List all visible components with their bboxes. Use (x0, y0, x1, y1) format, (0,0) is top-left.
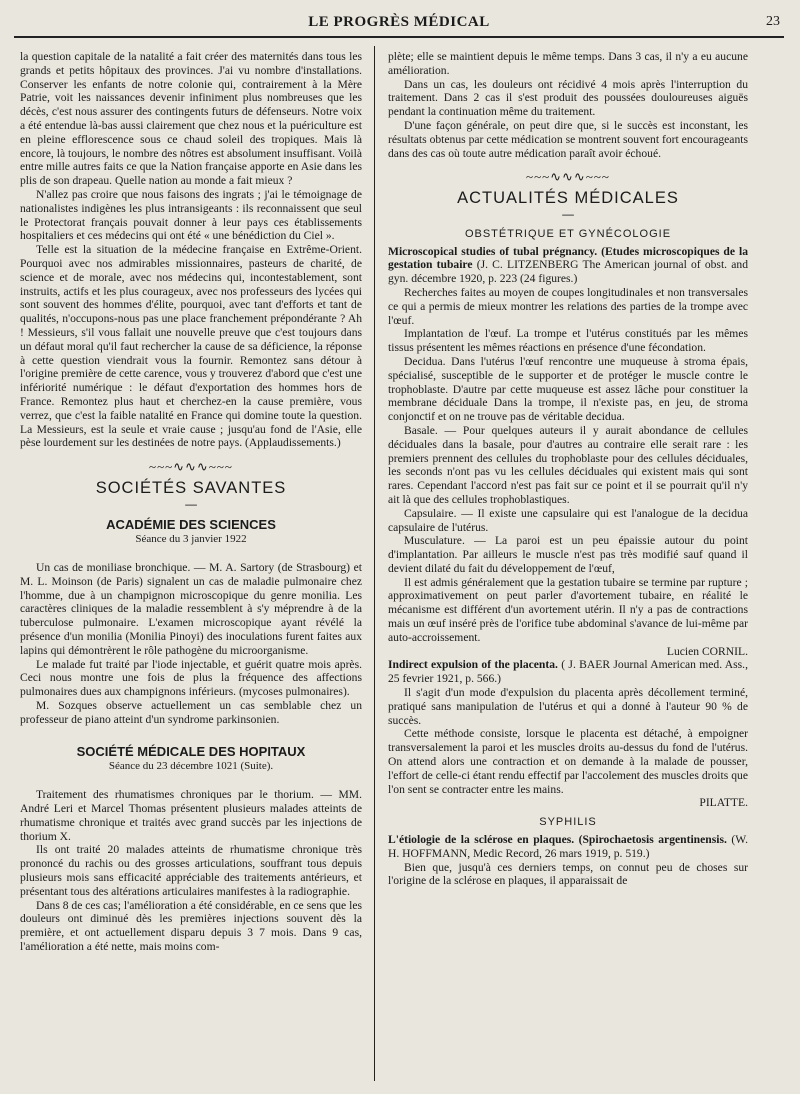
hopitaux-seance: Séance du 23 décembre 1021 (Suite). (108, 760, 274, 773)
column-rule (374, 46, 375, 1081)
paragraph: Telle est la situation de la médecine française en Extrême-Orient. Pourquoi avec nos admirables missionnaires, pasteurs de charité, de science et de morale, avec nos médecins qui, incontestablement, sont instruits, actifs et les plus courageux, avec nos professeurs des lycées qui sont souvent des hommes d'élite, pourquoi, avec tant d'efforts et tant de qualités, n'occupons-nous pas une place franchement prépondérante ? Ah ! Messieurs, s'il vous fallait une nouvelle preuve que c'est toujours dans un défaut moral qu'il faut rechercher la cause de sa déficience, la réponse à cette question viendrait vous la fournir. Remontez sans détour à l'origine première de cette carence, vous y trouverez d'abord que c'est une infériorité numérique : le défaut d'exportation des hommes hors de France. Remontez plus haut et cherchez-en la cause première, vous verrez, que c'est la faible natalité en France qui domine toute la question. La Messieurs, est la seule et vraie cause ; jusqu'au fond de l'Asie, elle pèse lourdement sur les destinées de notre pays. (Applaudissements.) (20, 243, 362, 450)
paragraph: Basale. — Pour quelques auteurs il y aurait abondance de cellules déciduales dans la basale, pour d'autres au contraire elle serait rare : les premiers prennent des cellules du trophoblaste pour des cellules déciduales, les seconds n'ont pas vu les cellules déciduales qui existent mais qui sont rares. Cependant l'accord n'est pas fait sur ce point et il se pourrait qu'il n'y ait là que des cellules trophoblastiques. (388, 423, 748, 506)
paragraph: Cette méthode consiste, lorsque le placenta est détaché, à empoigner transversalement la paroi et les muscles droits au-dessus du fond de l'utérus. On attend alors une contraction et on demande à la malade de pousser, l'effort de celle-ci étant rendu effectif par l'accolement des muscles droits que l'on sent se contracter entre les mains. (388, 727, 748, 796)
paragraph: Il est admis généralement que la gestation tubaire se termine par rupture ; approximativement on peut parler d'avortement tubaire, en réalité le mécanisme est différent d'un avortement utérin. Il n'y a pas de contractions mais un œuf inséré près de l'orifice tube abdominal s'avance de lui-même par auto-accroissement. (388, 575, 748, 644)
article-title: Indirect expulsion of the placenta. (388, 658, 558, 672)
article-title: Microscopical studies of tubal prégnancy. (Etudes microscopiques de la gestation tubaire (388, 244, 748, 272)
article-reference: (J. C. LITZENBERG The American journal of obst. and gyn. décembre 1920, p. 223 (24 figures.) (388, 258, 748, 286)
paragraph: M. Sozques observe actuellement un cas semblable chez un professeur de piano atteint d'un syndrome parkinsonien. (20, 699, 362, 726)
left-column (20, 50, 362, 954)
paragraph: Un cas de moniliase bronchique. — M. A. Sartory (de Strasbourg) et M. L. Moinson (de Paris) signalent un cas de maladie pulmonaire chez l'homme, due à un champignon microscopique du genre monilia. Les caractères cliniques de la maladie ressemblent à s'y méprendre à de la tuberculose pulmonaire. L'examen microscopique ayant révélé la présence d'un monilia (Monilia Pinoyi) des inoculations furent faites aux lapins qui démontrèrent le rôle pathogène du microorganisme. (20, 561, 362, 657)
right-column (388, 50, 748, 888)
author-signature: Lucien CORNIL. (666, 644, 748, 658)
paragraph: Traitement des rhumatismes chroniques par le thorium. — MM. André Leri et Marcel Thomas présentent plusieurs malades atteints de rhumatisme chronique et traités avec grand succès par les injections de thorium X. (20, 788, 362, 843)
title-dash: — (562, 207, 574, 221)
paragraph: Dans 8 de ces cas; l'amélioration a été considérable, en ce sens que les douleurs ont diminué dès les premières injections souvent dès la première, et ont actuellement disparu depuis 3 7 mois. Dans 9 cas, l'amélioration a été nette, mais moins com- (20, 898, 362, 954)
paragraph: Implantation de l'œuf. La trompe et l'utérus constitués par les mêmes tissus présentent les mêmes réactions en présence d'une fécondation. (388, 327, 748, 355)
paragraph: D'une façon générale, on peut dire que, si le succès est inconstant, les résultats obtenus par cette médication se montrent souvent fort encourageants dans des cas où toute autre médication paraît avoir échoué. (388, 118, 748, 160)
hopitaux-title: SOCIÉTÉ MÉDICALE DES HOPITAUX (76, 743, 306, 759)
paragraph: Ils ont traité 20 malades atteints de rhumatisme chronique très prononcé du rachis ou des grosses articulations, souffrant tous depuis plusieurs mois sans efficacité appréciable des traitements antérieurs, et présentant tous des altérations articulaires manifestes à la radiographie. (20, 843, 362, 898)
category-obstetrique: OBSTÉTRIQUE ET GYNÉCOLOGIE (464, 227, 672, 240)
section-title-societes: SOCIÉTÉS SAVANTES (95, 478, 287, 497)
page-number: 23 (766, 14, 780, 29)
paragraph: Capsulaire. — Il existe une capsulaire qui est l'analogue de la decidua capsulaire de l'utérus. (388, 506, 748, 534)
paragraph: la question capitale de la natalité a fait créer des maternités dans tous les grands et petits hôpitaux des provinces. J'ai vu nombre d'installations. Conserver les enfants de notre colonie qui, contrairement à la Mère Patrie, voit les naissances devenir infiniment plus nombreuses que les décès, c'est nous assurer des contingents futurs de défenseurs. Notre voix a été entendue là-bas aussi clairement que chez nous et la puériculture est en pleine efflorescence sous ce chaud soleil des tropiques. Mais là encore, là toujours, le nombre des nôtres est absolument insuffisant. Voilà entre mille autres faits ce que la Nation française apporte en Asie dans les plis de son drapeau. Quelle nation au monde a fait mieux ? (20, 50, 362, 188)
section-separator: ~~~∿∿∿~~~ (149, 459, 233, 475)
academie-seance: Séance du 3 janvier 1922 (135, 533, 247, 546)
category-syphilis: SYPHILIS (539, 816, 597, 829)
article-reference: (W. H. HOFFMANN, Medic Record, 26 mars 1919, p. 519.) (388, 833, 748, 860)
paragraph: Dans un cas, les douleurs ont récidivé 4 mois après l'interruption du traitement. Dans 2 cas il s'est produit des poussées douloureuses aiguës pendant la continuation même du traitement. (388, 77, 748, 119)
spacer (20, 727, 362, 739)
section-title-actualites: ACTUALITÉS MÉDICALES (457, 189, 679, 208)
page-header (14, 6, 784, 38)
title-dash: — (185, 497, 197, 511)
running-title: LE PROGRÈS MÉDICAL (308, 14, 490, 30)
paragraph: N'allez pas croire que nous faisons des ingrats ; j'ai le témoignage de nationalistes indigènes les plus intransigeants : ils reconnaissent que seul le Protectorat français pouvait donner à leur pays ces établissements hospitaliers et ces médecins qui ont été « une bénédiction du Ciel ». (20, 187, 362, 243)
article-reference: ( J. BAER Journal American med. Ass., 25 fevrier 1921, p. 566.) (388, 658, 748, 686)
section-separator: ~~~∿∿∿~~~ (526, 169, 610, 185)
academie-title: ACADÉMIE DES SCIENCES (106, 516, 276, 532)
paragraph: Il s'agit d'un mode d'expulsion du placenta après décollement terminé, pratiqué sans manipulation de l'utérus et qui a donné à l'auteur 90 % de succès. (388, 686, 748, 727)
paragraph: Decidua. Dans l'utérus l'œuf rencontre une muqueuse à stroma épais, spécialisé, susceptible de le supporter et de protéger le muscle contre le trophoblaste. D'autre par cette muqueuse est assez lâche pour constituer la membrane déciduale Dans la trompe, il n'existe pas, en jeu, de stroma conjonctif et on ne trouve pas de véritable decidua. (388, 354, 748, 424)
author-signature: PILATTE. (699, 796, 748, 810)
paragraph: Le malade fut traité par l'iode injectable, et guérit quatre mois après. Ceci nous montre une fois de plus la fréquence des affections pulmonaires dues aux champignons inférieurs. (mycoses pulmonaires). (20, 657, 362, 699)
paragraph: plète; elle se maintient depuis le même temps. Dans 3 cas, il n'y a eu aucune amélioration. (388, 50, 748, 77)
paragraph: Musculature. — La paroi est un peu épaissie autour du point d'implantation. Par ailleurs le muscle n'est pas très modifié sauf quand il devient dilaté du fait du développement de l'œuf, (388, 534, 748, 575)
paragraph: Recherches faites au moyen de coupes longitudinales et non transversales ce qui a permis de mieux montrer les relations des parties de la trompe avec l'œuf. (388, 285, 748, 327)
paragraph: Bien que, jusqu'à ces derniers temps, on connut peu de choses sur l'origine de la sclérose en plaques, il apparaissait de (388, 860, 748, 888)
article-title: L'étiologie de la sclérose en plaques. (Spirochaetosis argentinensis. (388, 833, 727, 847)
